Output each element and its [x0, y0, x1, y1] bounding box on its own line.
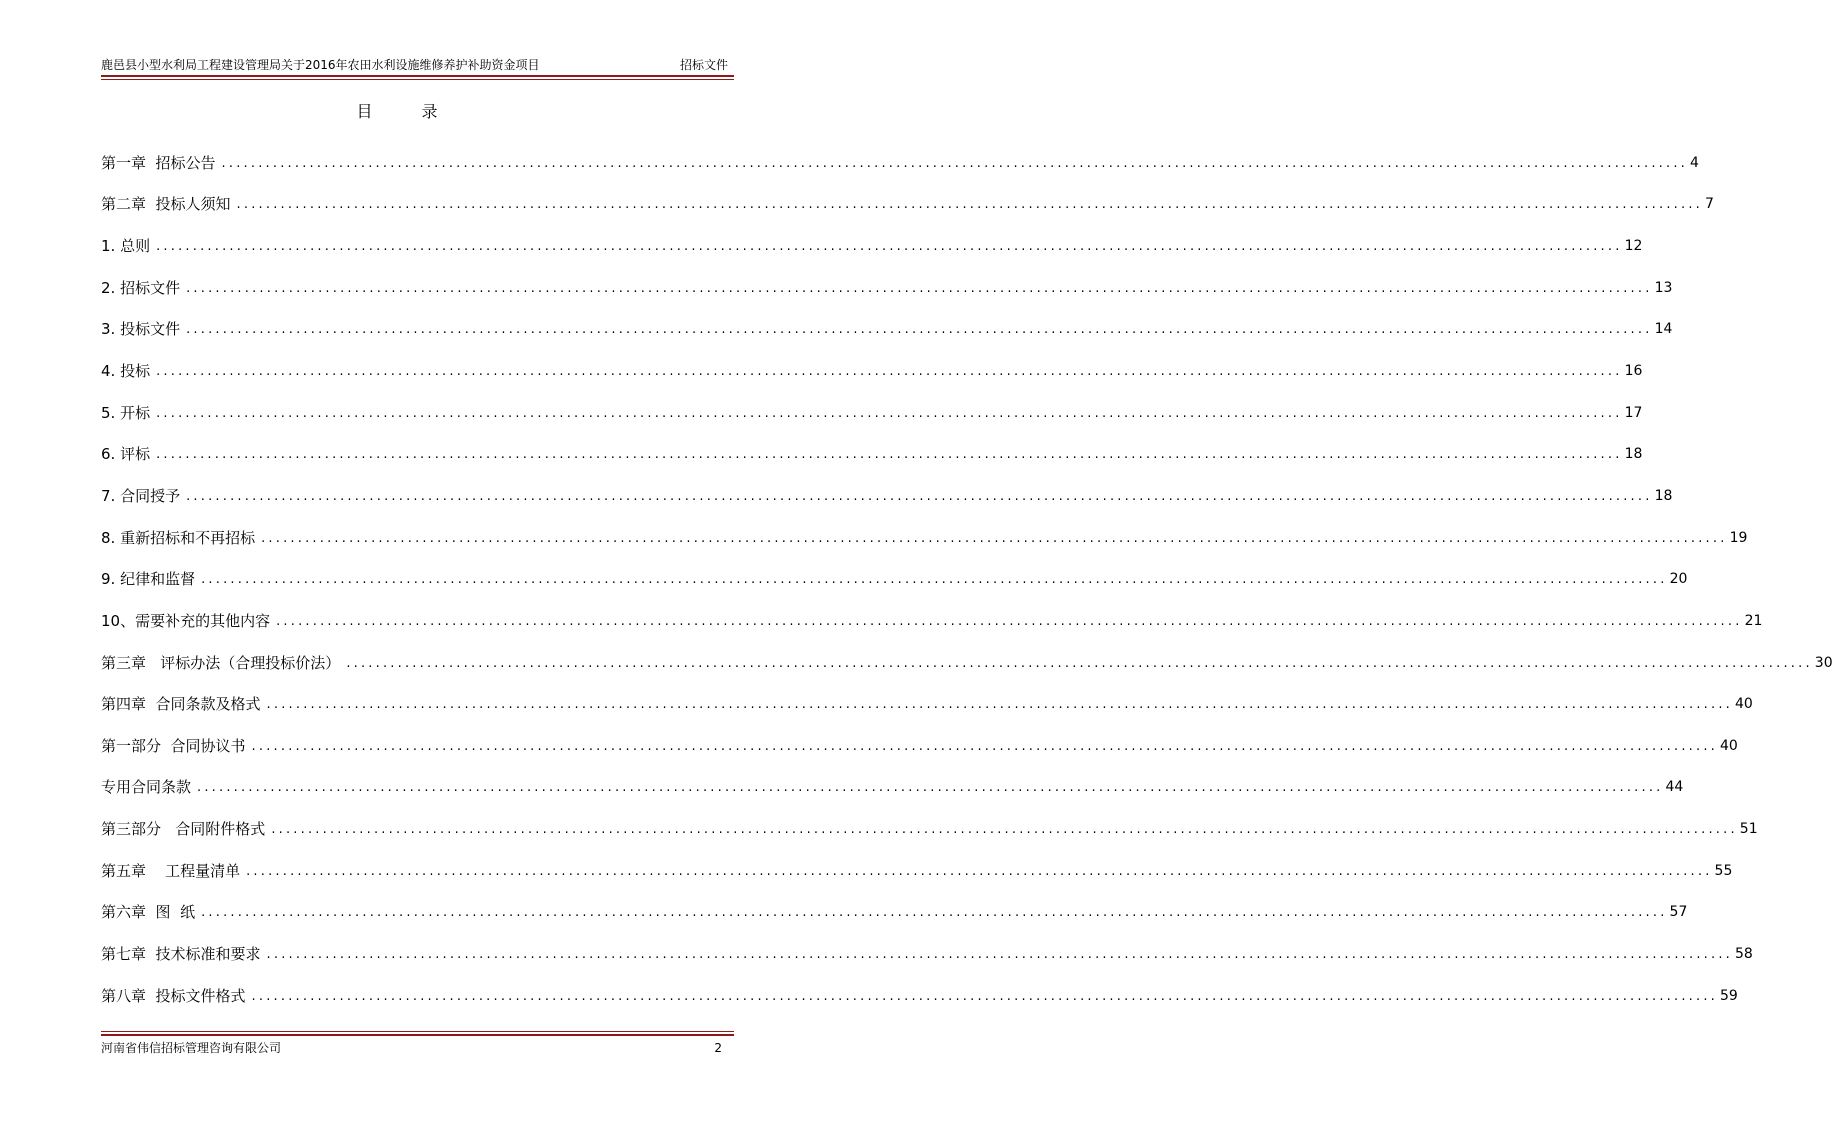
toc-entry[interactable] — [101, 808, 1758, 850]
toc-entry[interactable] — [101, 767, 1684, 809]
toc-entry-page: 17 — [1624, 404, 1643, 421]
toc-entry-label: 7. 合同授予 — [101, 486, 181, 505]
toc-entry[interactable] — [101, 892, 1688, 934]
header-rule-thin — [101, 79, 734, 80]
toc-dot-leader: ........................................................................................................................................................................................................ — [201, 905, 1668, 921]
toc-dot-leader: ........................................................................................................................................................................................................ — [156, 239, 1623, 255]
toc-entry[interactable] — [101, 600, 1763, 642]
toc-entry-label: 第二章 投标人须知 — [101, 195, 231, 214]
toc-entry[interactable] — [101, 267, 1673, 309]
toc-entry[interactable] — [101, 933, 1753, 975]
toc-entry-page: 20 — [1669, 571, 1688, 588]
toc-entry-label: 2. 招标文件 — [101, 278, 181, 297]
page-header — [101, 56, 734, 74]
toc-dot-leader: ........................................................................................................................................................................................................ — [236, 197, 1704, 213]
toc-entry-page: 59 — [1720, 987, 1738, 1004]
toc-entry-label: 第六章 图 纸 — [101, 903, 196, 922]
toc-entry-page: 13 — [1654, 279, 1673, 296]
toc-entry-page: 30 — [1814, 654, 1833, 671]
toc-entry[interactable] — [101, 350, 1643, 392]
toc-entry-page: 44 — [1665, 779, 1684, 796]
toc-entry-page: 51 — [1739, 821, 1758, 838]
toc-entry[interactable] — [101, 392, 1643, 434]
table-of-contents — [101, 142, 1833, 1016]
toc-dot-leader: ........................................................................................................................................................................................................ — [186, 322, 1653, 338]
header-project-title: 鹿邑县小型水利局工程建设管理局关于2016年农田水利设施维修养护补助资金项目 — [101, 58, 540, 72]
header-rule-thick — [101, 75, 734, 77]
toc-entry-label: 专用合同条款 — [101, 778, 192, 797]
toc-entry-page: 55 — [1714, 862, 1733, 879]
toc-entry[interactable] — [101, 683, 1753, 725]
toc-entry-label: 第一部分 合同协议书 — [101, 736, 246, 755]
toc-entry-label: 第四章 合同条款及格式 — [101, 695, 261, 714]
toc-entry-page: 40 — [1735, 696, 1753, 713]
toc-entry-label: 6. 评标 — [101, 445, 151, 464]
toc-entry-page: 18 — [1654, 487, 1673, 504]
toc-entry-page: 4 — [1690, 154, 1699, 171]
toc-dot-leader: ........................................................................................................................................................................................................ — [251, 738, 1719, 754]
toc-entry-label: 8. 重新招标和不再招标 — [101, 528, 256, 547]
toc-dot-leader: ........................................................................................................................................................................................................ — [156, 447, 1623, 463]
toc-entry-label: 5. 开标 — [101, 403, 151, 422]
toc-dot-leader: ........................................................................................................................................................................................................ — [261, 530, 1728, 546]
toc-dot-leader: ........................................................................................................................................................................................................ — [186, 280, 1653, 296]
toc-dot-leader: ........................................................................................................................................................................................................ — [186, 488, 1653, 504]
toc-entry[interactable] — [101, 725, 1738, 767]
toc-entry-page: 40 — [1720, 737, 1738, 754]
toc-entry[interactable] — [101, 142, 1699, 184]
toc-dot-leader: ........................................................................................................................................................................................................ — [156, 405, 1623, 421]
toc-entry-label: 4. 投标 — [101, 362, 151, 381]
toc-entry[interactable] — [101, 475, 1673, 517]
toc-dot-leader: ........................................................................................................................................................................................................ — [266, 946, 1734, 962]
toc-entry[interactable] — [101, 558, 1688, 600]
toc-entry-label: 第七章 技术标准和要求 — [101, 944, 261, 963]
toc-dot-leader: ........................................................................................................................................................................................................ — [251, 988, 1719, 1004]
toc-entry-page: 58 — [1735, 945, 1753, 962]
toc-entry-page: 57 — [1669, 904, 1688, 921]
toc-entry[interactable] — [101, 975, 1738, 1017]
toc-entry[interactable] — [101, 225, 1643, 267]
toc-dot-leader: ........................................................................................................................................................................................................ — [271, 822, 1738, 838]
footer-page-number: 2 — [714, 1041, 722, 1055]
header-doc-type: 招标文件 — [679, 58, 728, 72]
toc-entry-page: 16 — [1624, 363, 1643, 380]
footer-rule-thick — [101, 1034, 734, 1036]
toc-entry-page: 21 — [1744, 612, 1763, 629]
toc-entry-page: 18 — [1624, 446, 1643, 463]
toc-dot-leader: ........................................................................................................................................................................................................ — [201, 572, 1668, 588]
toc-entry-label: 第一章 招标公告 — [101, 153, 216, 172]
toc-dot-leader: ........................................................................................................................................................................................................ — [246, 863, 1713, 879]
footer-company: 河南省伟信招标管理咨询有限公司 — [101, 1041, 282, 1055]
footer-rule-thin — [101, 1031, 734, 1032]
toc-entry[interactable] — [101, 642, 1833, 684]
toc-entry-page: 14 — [1654, 321, 1673, 338]
toc-entry[interactable] — [101, 517, 1748, 559]
toc-entry-label: 9. 纪律和监督 — [101, 570, 196, 589]
toc-dot-leader: ........................................................................................................................................................................................................ — [346, 655, 1813, 671]
toc-entry-label: 第五章 工程量清单 — [101, 861, 241, 880]
toc-dot-leader: ........................................................................................................................................................................................................ — [276, 613, 1743, 629]
toc-entry-label: 第八章 投标文件格式 — [101, 986, 246, 1005]
toc-entry-page: 19 — [1729, 529, 1748, 546]
toc-entry-label: 1. 总则 — [101, 237, 151, 256]
toc-dot-leader: ........................................................................................................................................................................................................ — [221, 155, 1689, 171]
toc-entry-label: 10、需要补充的其他内容 — [101, 611, 271, 630]
toc-dot-leader: ........................................................................................................................................................................................................ — [197, 780, 1664, 796]
toc-entry[interactable] — [101, 184, 1714, 226]
toc-dot-leader: ........................................................................................................................................................................................................ — [156, 364, 1623, 380]
toc-entry[interactable] — [101, 309, 1673, 351]
toc-entry[interactable] — [101, 850, 1733, 892]
toc-entry-label: 第三部分 合同附件格式 — [101, 820, 266, 839]
toc-entry-label: 3. 投标文件 — [101, 320, 181, 339]
toc-entry-page: 7 — [1705, 196, 1714, 213]
toc-entry-label: 第三章 评标办法（合理投标价法） — [101, 653, 341, 672]
toc-title: 目 录 — [356, 102, 460, 121]
toc-dot-leader: ........................................................................................................................................................................................................ — [266, 697, 1734, 713]
toc-entry[interactable] — [101, 433, 1643, 475]
toc-entry-page: 12 — [1624, 238, 1643, 255]
